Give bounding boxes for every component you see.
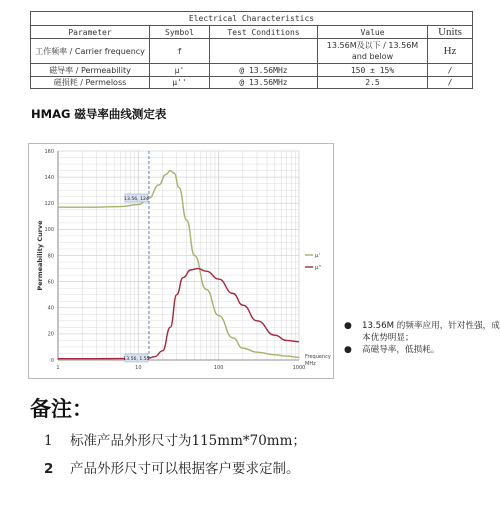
cell-parameter: 工作频率 / Carrier frequency — [31, 39, 150, 64]
header-test-conditions: Test Conditions — [210, 26, 318, 39]
cell-symbol: μ'' — [150, 77, 210, 89]
y-tick-label: 80 — [47, 253, 54, 260]
cell-conditions — [210, 39, 318, 64]
cell-parameter: 磁导率 / Permeability — [31, 64, 150, 77]
cell-conditions: @ 13.56MHz — [210, 64, 318, 77]
table-row — [31, 77, 473, 89]
note-text: 高磁导率，低损耗。 — [362, 345, 440, 355]
x-tick-label: 100 — [213, 365, 224, 371]
cell-value: 13.56M及以下 / 13.56M and below — [318, 39, 428, 64]
bullet-icon: ● — [344, 321, 352, 331]
header-parameter: Parameter — [31, 26, 150, 39]
y-tick-label: 120 — [44, 201, 54, 208]
remark-number: 1 — [44, 433, 53, 449]
annotation-label: 13.56, 124 — [124, 196, 149, 202]
remarks-list — [44, 433, 306, 489]
y-axis-title: Permeability Curve — [36, 220, 44, 291]
legend-label: μ' — [315, 253, 321, 259]
chart-svg — [28, 143, 334, 379]
list-item — [44, 433, 306, 461]
x-tick-label: 1 — [56, 365, 60, 371]
x-axis-title: Frequency — [305, 354, 331, 360]
list-item — [44, 461, 306, 489]
y-tick-label: 160 — [44, 148, 54, 155]
cell-units: / — [428, 64, 473, 77]
cell-parameter: 磁损耗 / Permeloss — [31, 77, 150, 89]
legend-label: μ'' — [315, 265, 322, 271]
table-row — [31, 39, 473, 64]
permeability-chart — [28, 143, 334, 379]
note-text: 13.56M 的频率应用，针对性强，成本优势明显； — [362, 321, 500, 343]
remarks-heading: 备注： — [30, 396, 93, 421]
cell-value: 150 ± 15% — [318, 64, 428, 77]
bullet-icon: ● — [344, 345, 352, 355]
header-symbol: Symbol — [150, 26, 210, 39]
x-tick-label: 1000 — [292, 365, 306, 371]
electrical-characteristics-table — [30, 11, 473, 89]
cell-units: / — [428, 77, 473, 89]
chart-section-title: HMAG 磁导率曲线测定表 — [31, 107, 167, 121]
chart-frame — [29, 144, 334, 379]
table-row — [31, 64, 473, 77]
remark-number: 2 — [44, 461, 54, 477]
y-tick-label: 0 — [50, 357, 54, 364]
remark-text: 标准产品外形尺寸为115mm*70mm； — [70, 433, 306, 449]
y-tick-label: 20 — [47, 331, 54, 338]
list-item — [341, 345, 500, 357]
y-tick-label: 60 — [47, 279, 54, 286]
y-tick-label: 100 — [44, 227, 54, 234]
list-item — [341, 321, 500, 344]
cell-value: 2.5 — [318, 77, 428, 89]
cell-symbol: μ' — [150, 64, 210, 77]
remark-text: 产品外形尺寸可以根据客户要求定制。 — [70, 461, 300, 477]
x-tick-label: 10 — [135, 365, 142, 371]
y-tick-label: 40 — [47, 305, 54, 312]
feature-notes — [341, 321, 500, 358]
cell-units: Hz — [428, 39, 473, 64]
y-tick-label: 140 — [44, 174, 54, 181]
annotation-label: 13.56, 1.55 — [123, 356, 150, 362]
cell-symbol: f — [150, 39, 210, 64]
cell-conditions: @ 13.56MHz — [210, 77, 318, 89]
x-axis-unit: MHz — [305, 361, 316, 367]
header-value: Value — [318, 26, 428, 39]
table-caption: Electrical Characteristics — [31, 12, 473, 26]
header-units: Units — [428, 26, 473, 39]
